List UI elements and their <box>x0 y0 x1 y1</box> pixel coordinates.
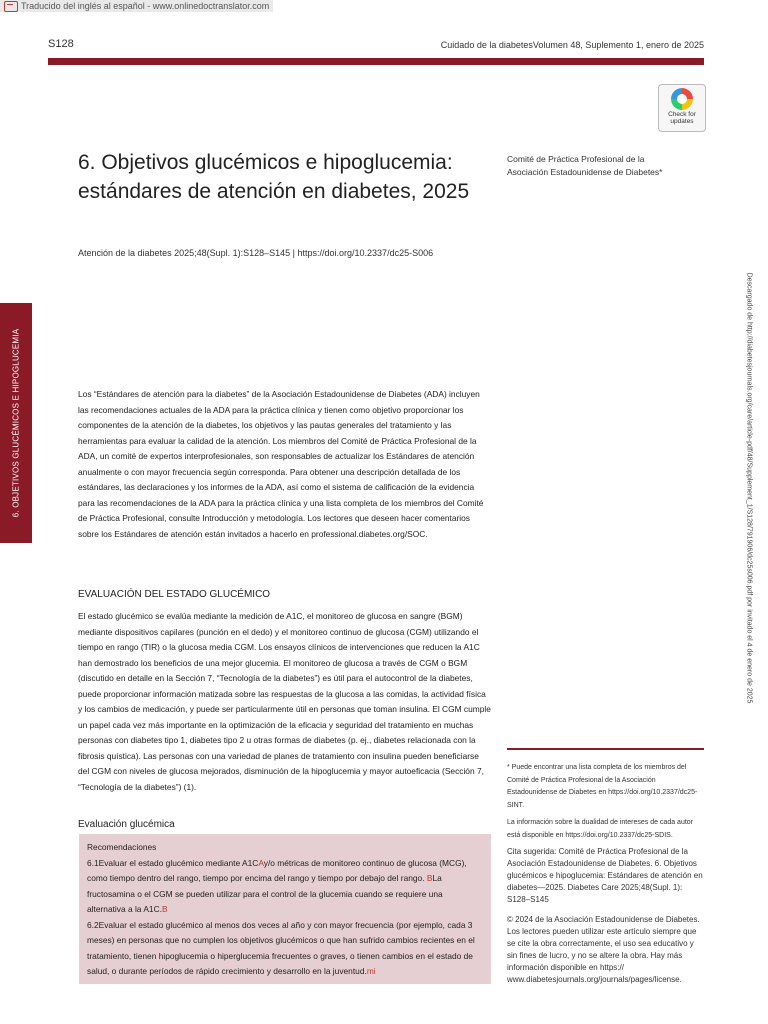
crossmark-icon <box>671 88 693 110</box>
copyright-notice: © 2024 de la Asociación Estadounidense de Diabetes. Los lectores pueden utilizar este artículo siempre que se cite la obra correctamente, el uso sea educativo y sin fines de lucro, y no se altere la obra. Hay más información disponible en https:// www.diabetesjournals.org/journals/pages/license. <box>507 915 700 984</box>
subsection-heading: Evaluación glucémica <box>78 819 175 830</box>
check-for-updates-badge[interactable] <box>658 84 706 132</box>
rec-6-2-grade: mi <box>366 966 376 976</box>
section-side-tab <box>0 303 32 543</box>
section-heading: EVALUACIÓN DEL ESTADO GLUCÉMICO <box>78 589 271 600</box>
rec-6-1-grade-a: A <box>258 857 264 868</box>
suggested-citation: Cita sugerida: Comité de Práctica Profesional de la Asociación Estadounidense de Diabetes. 6. Objetivos glucémicos e hipoglucemia: Estándares de atención en diabetes—2025. Diabetes Care 2025;48(Supl. 1): S128–S145 <box>507 847 703 904</box>
translator-logo-icon <box>4 1 18 12</box>
translator-banner <box>0 0 273 12</box>
article-authors: Comité de Práctica Profesional de la Asociación Estadounidense de Diabetes* <box>507 154 663 177</box>
rec-6-1-grade-c: B <box>161 904 168 914</box>
rec-6-1-text-c: La fructosamina o el CGM se pueden utilizar para el control de la glucemia cuando se requiere una alternativa a la A1C. <box>87 873 443 914</box>
translator-link[interactable]: Traducido del inglés al español - www.onlinedoctranslator.com <box>21 1 270 11</box>
download-note-text: Descargado de http://diabetesjournals.org/care/article-pdf/48/Supplement_1/S128/791906/dc25s006.pdf por invitado el 4 de enero de 2025 <box>745 272 753 704</box>
check-for-updates-label: Check for updates <box>668 111 696 125</box>
page-number: S128 <box>48 38 74 50</box>
rec-6-2-text: 6.2Evaluar el estado glucémico al menos dos veces al año y con mayor frecuencia (por ejemplo, cada 3 meses) en personas que no cumplen los objetivos glucémicos o que han sufrido cambios recientes en el tratamiento, tienen hipoglucemia o hiperglucemia frecuentes o graves, o tienen cambios en el estado de salud, o durante períodos de rápido crecimiento y desarrollo en la juventud. <box>87 919 475 976</box>
recommendation-6-2 <box>87 918 483 980</box>
conflict-of-interest-note: La información sobre la dualidad de intereses de cada autor está disponible en https://doi.org/10.2337/dc25-SDIS. <box>507 819 694 839</box>
recommendations-title: Recomendaciones <box>87 842 157 852</box>
rec-6-1-grade-b: B <box>426 873 433 883</box>
committee-footnote: * Puede encontrar una lista completa de los miembros del Comité de Práctica Profesional de la Asociación Estadounidense de Diabetes en https://doi.org/10.2337/dc25-SINT. <box>507 764 698 809</box>
intro-paragraph: Los “Estándares de atención para la diabetes” de la Asociación Estadounidense de Diabetes (ADA) incluyen las recomendaciones actuales de la ADA para la práctica clínica y tienen como objetivo proporcionar los componentes de la atención de la diabetes, los objetivos y las pautas generales del tratamiento y las herramientas para evaluar la calidad de la atención. Los miembros del Comité de Práctica Profesional de la ADA, un comité de expertos interprofesionales, son responsables de actualizar los Estándares de atención anualmente o con mayor frecuencia según corresponda. Para obtener una descripción detallada de los estándares, las declaraciones y los informes de la ADA, así como el sistema de calificación de la evidencia para las recomendaciones de la ADA para la práctica clínica y una lista completa de los miembros del Comité de Práctica Profesional, consulte Introducción y metodología. Los lectores que deseen hacer comentarios sobre los Estándares de atención están invitados a hacerlo en professional.diabetes.org/SOC. <box>78 389 484 539</box>
section-side-tab-label: 6. OBJETIVOS GLUCÉMICOS E HIPOGLUCEMIA <box>11 328 21 518</box>
article-title: 6. Objetivos glucémicos e hipoglucemia: estándares de atención en diabetes, 2025 <box>78 151 470 203</box>
article-citation: Atención de la diabetes 2025;48(Supl. 1):S128–S145 | https://doi.org/10.2337/dc25-S006 <box>78 248 434 258</box>
header-rule <box>48 58 704 65</box>
running-head: Cuidado de la diabetesVolumen 48, Suplemento 1, enero de 2025 <box>440 40 704 50</box>
sidebar-rule <box>507 748 704 750</box>
recommendation-6-1 <box>87 856 483 918</box>
rec-6-1-text-a: 6.1Evaluar el estado glucémico mediante A1C <box>87 857 259 868</box>
recommendations-box <box>79 834 491 984</box>
section-body: El estado glucémico se evalúa mediante la medición de A1C, el monitoreo de glucosa en sangre (BGM) mediante dispositivos capilares (punción en el dedo) y el monitoreo continuo de glucosa (CGM) utilizando el tiempo en rango (TIR) o la glucosa media CGM. Los ensayos clínicos de intervenciones que reducen la A1C han demostrado los beneficios de una mejor glucemia. El monitoreo de glucosa a través de CGM o BGM (discutido en detalle en la Sección 7, “Tecnología de la diabetes”) es útil para el autocontrol de la diabetes, puede proporcionar información matizada sobre las respuestas de la glucosa a las comidas, la actividad física y los cambios de medicación, y puede ser particularmente útil en personas que toman insulina. El CGM cumple un papel cada vez más importante en la optimización de la eficacia y seguridad del tratamiento en muchas personas con diabetes tipo 1, diabetes tipo 2 u otras formas de diabetes (p. ej., diabetes relacionada con la fibrosis quística). Las personas con una variedad de planes de tratamiento con insulina pueden beneficiarse del CGM con niveles de glucosa mejorados, disminución de la hipoglucemia y mayor autoeficacia (Sección 7, “Tecnología de la diabetes”) (1). <box>78 611 491 792</box>
rec-6-1-text-b: y/o métricas de monitoreo continuo de glucosa (MCG), como tiempo dentro del rango, tiempo por encima del rango y tiempo por debajo del rango. <box>87 857 467 883</box>
download-note <box>742 268 756 708</box>
